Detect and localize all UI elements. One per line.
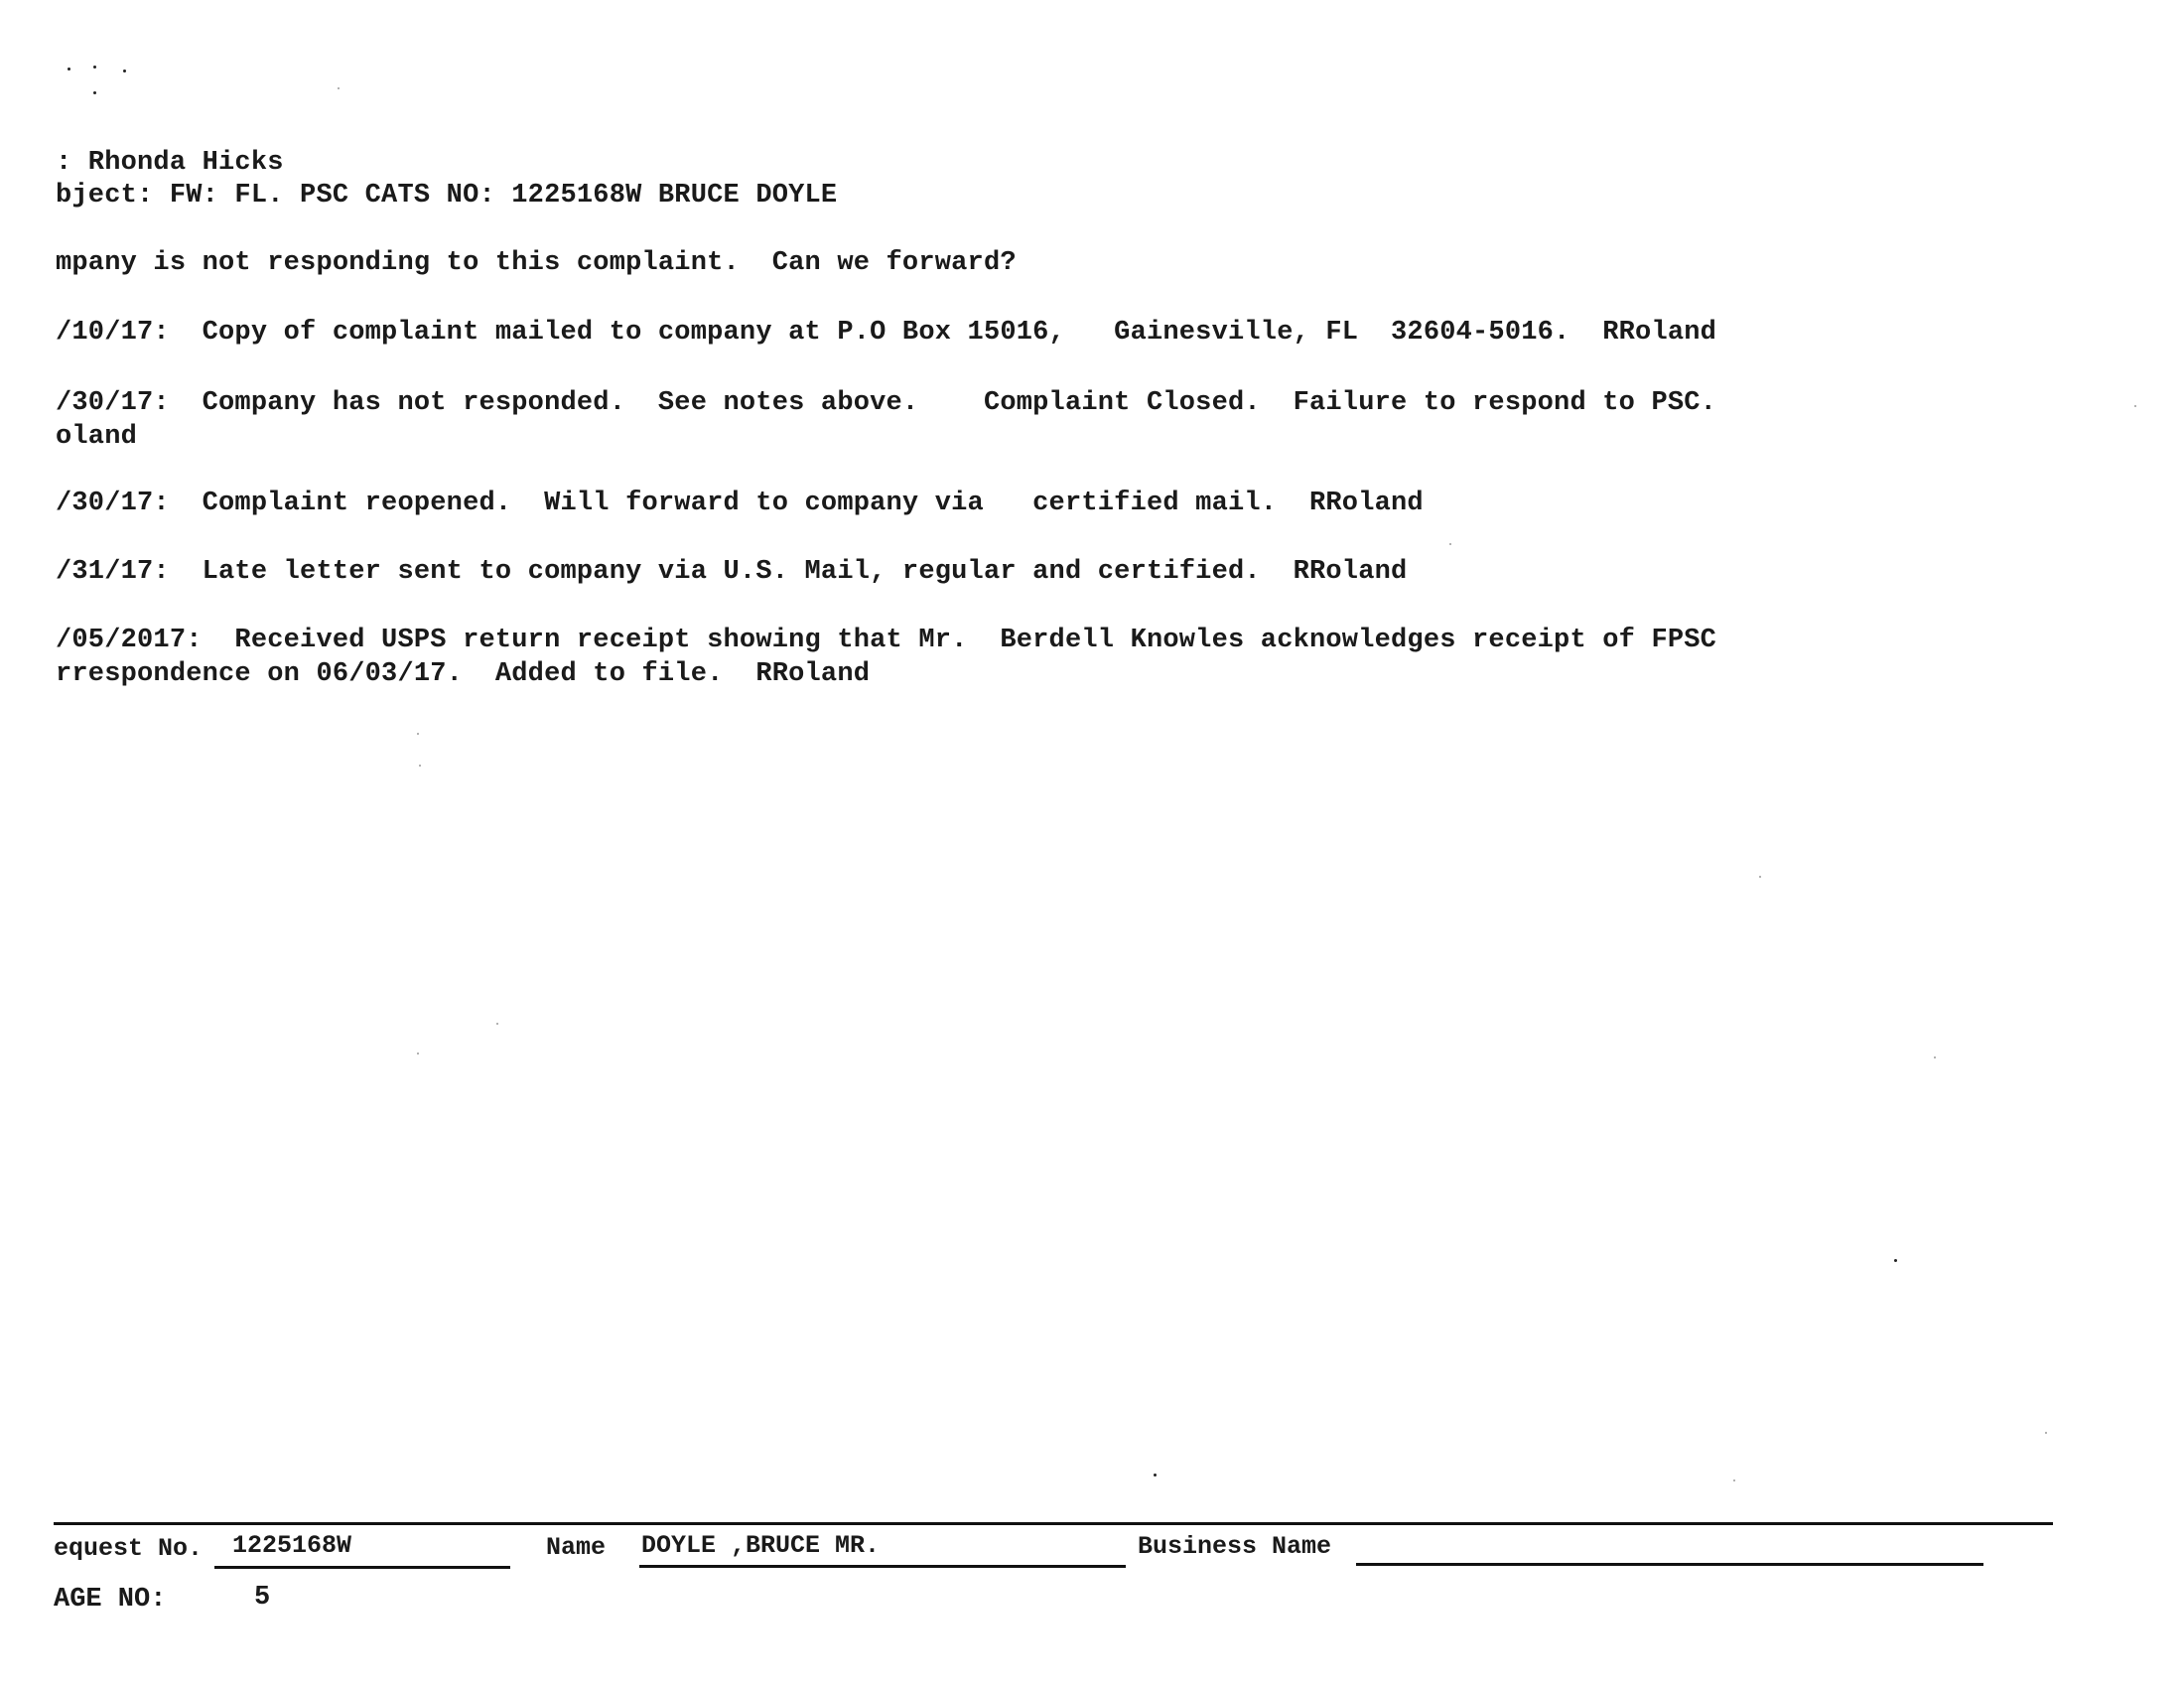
scan-speck [1759,876,1761,878]
scan-speck [123,70,126,72]
scan-speck [417,1053,419,1055]
scan-speck [1154,1474,1157,1477]
scan-speck [496,1023,498,1025]
note-line: oland [56,422,138,452]
note-line: /05/2017: Received USPS return receipt showing that Mr. Berdell Knowles acknowledges receipt of FPSC [56,626,1717,655]
request-no-value: 1225168W [232,1531,352,1560]
scan-speck [1934,1056,1936,1058]
note-line: rrespondence on 06/03/17. Added to file. RRoland [56,659,871,689]
name-underline [639,1565,1126,1568]
scan-speck [2134,405,2136,407]
scan-speck [1894,1259,1897,1262]
memo-message-line: mpany is not responding to this complaint. Can we forward? [56,248,1017,278]
footer-top-rule [54,1522,2053,1525]
scan-speck [93,66,96,69]
name-value: DOYLE ,BRUCE MR. [641,1531,881,1560]
name-label: Name [546,1533,607,1562]
scan-speck [68,68,70,70]
scan-speck [1733,1479,1735,1481]
scan-speck [417,733,419,735]
request-no-underline [214,1566,510,1569]
note-line: /30/17: Company has not responded. See notes above. Complaint Closed. Failure to respond to PSC. [56,388,1717,418]
request-no-label: equest No. [54,1534,204,1563]
note-line: /31/17: Late letter sent to company via U.S. Mail, regular and certified. RRoland [56,557,1408,587]
note-line: /10/17: Copy of complaint mailed to company at P.O Box 15016, Gainesville, FL 32604-5016. RRoland [56,318,1717,348]
page-no-value: 5 [254,1583,271,1613]
memo-to-line: : Rhonda Hicks [56,148,284,178]
scan-speck [93,91,96,94]
scan-speck [2045,1432,2047,1434]
scan-speck [1449,543,1451,545]
business-name-label: Business Name [1138,1532,1332,1561]
scan-speck [338,87,340,89]
business-name-underline [1356,1563,1983,1566]
note-line: /30/17: Complaint reopened. Will forward to company via certified mail. RRoland [56,489,1424,518]
page-no-label: AGE NO: [54,1585,167,1615]
scan-speck [419,765,421,767]
memo-subject-line: bject: FW: FL. PSC CATS NO: 1225168W BRUCE DOYLE [56,181,838,211]
